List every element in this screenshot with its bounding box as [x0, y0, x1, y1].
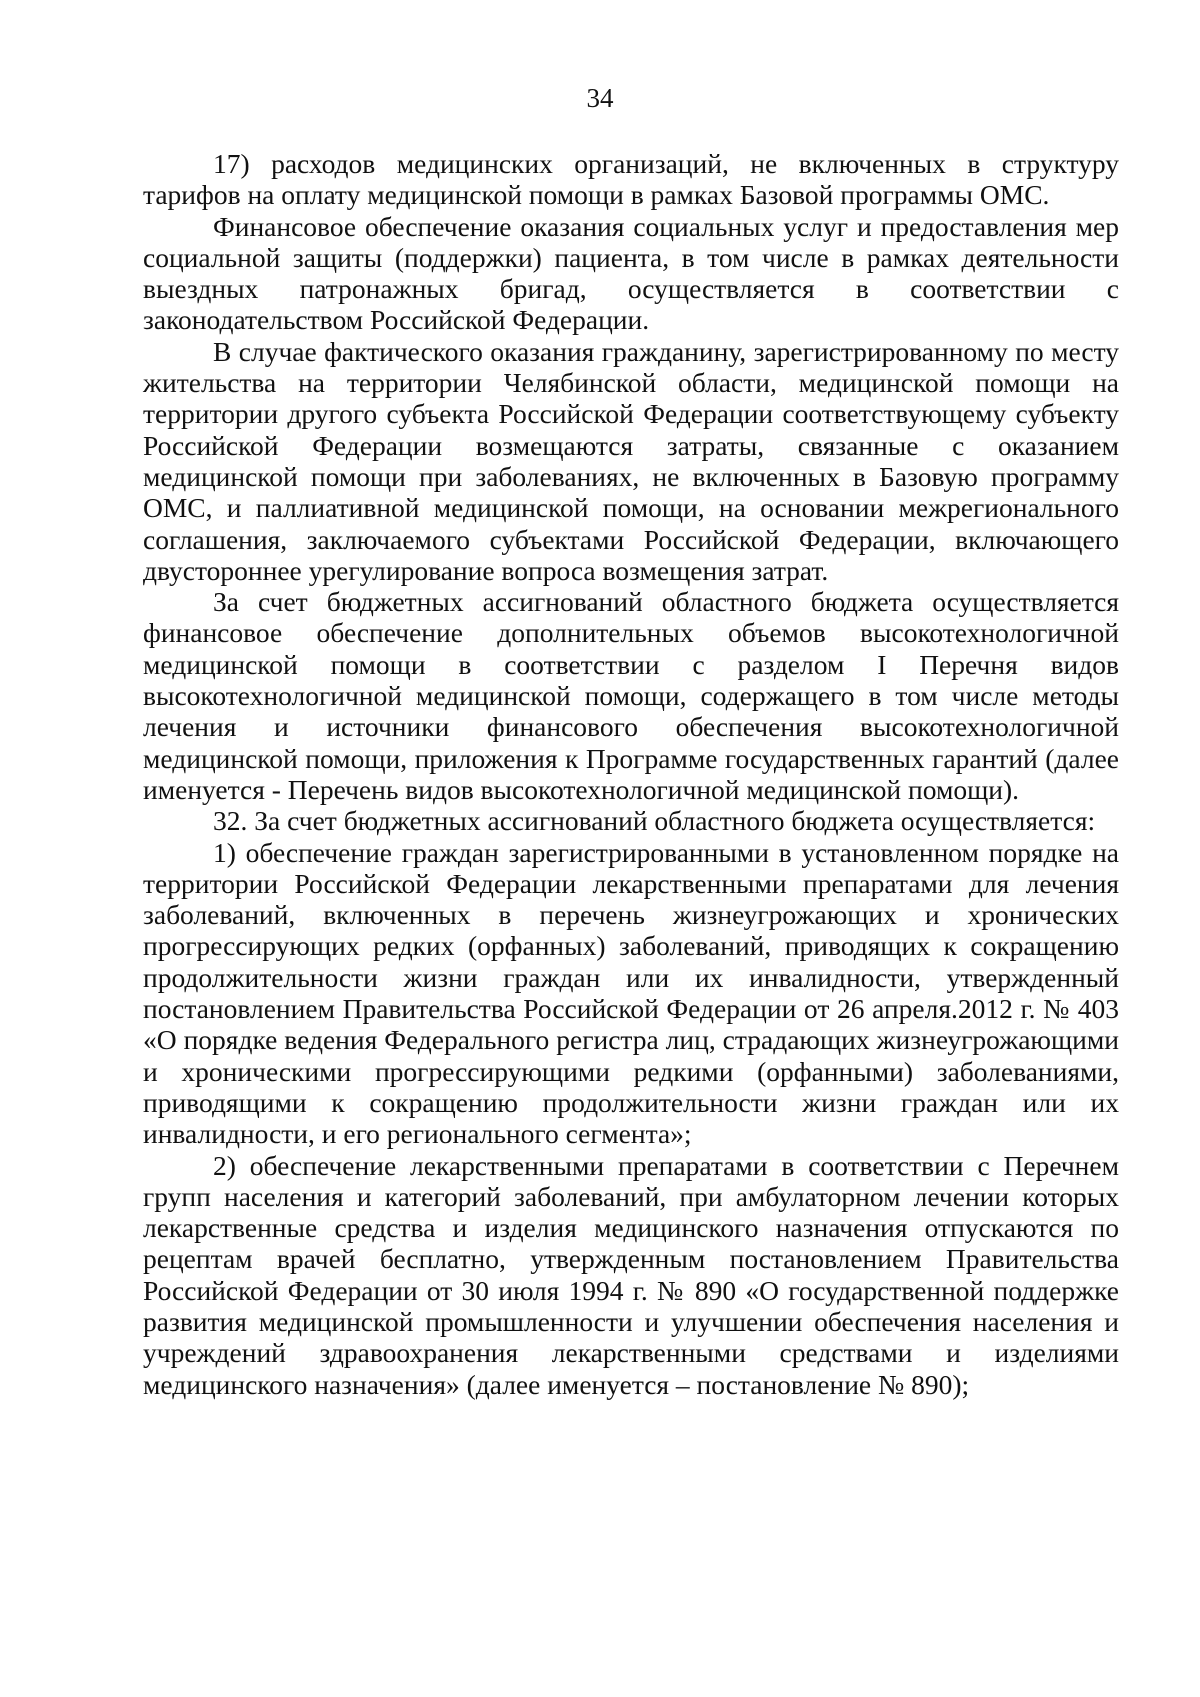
paragraph-item-1: 1) обеспечение граждан зарегистрированными в установленном порядке на территории Российской Федерации лекарственными препаратами для лечения заболеваний, включенных в перечень жизнеугрожающих и хронических прогрессирующих редких (орфанных) заболеваний, приводящих к сокращению продолжительности жизни граждан или их инвалидности, утвержденный постановлением Правительства Российской Федерации от 26 апреля.2012 г. № 403 «О порядке ведения Федерального регистра лиц, страдающих жизнеугрожающими и хроническими прогрессирующими редкими (орфанными) заболеваниями, приводящими к сокращению продолжительности жизни граждан или их инвалидности, и его регионального сегмента»;	[143, 836, 1119, 1150]
paragraph-social-services-funding: Финансовое обеспечение оказания социальных услуг и предоставления мер социальной защиты (поддержки) пациента, в том числе в рамках деятельности выездных патронажных бригад, осуществляется в соответствии с законодательством Российской Федерации.	[143, 210, 1119, 336]
paragraph-interregional-reimbursement: В случае фактического оказания гражданину, зарегистрированному по месту жительства на территории Челябинской области, медицинской помощи на территории другого субъекта Российской Федерации соответствующему субъекту Российской Федерации возмещаются затраты, связанные с оказанием медицинской помощи при заболеваниях, не включенных в Базовую программу ОМС, и паллиативной медицинской помощи, на основании межрегионального соглашения, заключаемого субъектами Российской Федерации, включающего двустороннее урегулирование вопроса возмещения затрат.	[143, 335, 1119, 586]
page-number: 34	[586, 83, 614, 113]
document-body	[143, 148, 1119, 1400]
paragraph-high-tech-care-funding: За счет бюджетных ассигнований областного бюджета осуществляется финансовое обеспечение дополнительных объемов высокотехнологичной медицинской помощи в соответствии с разделом I Перечня видов высокотехнологичной медицинской помощи, содержащего в том числе методы лечения и источники финансового обеспечения высокотехнологичной медицинской помощи, приложения к Программе государственных гарантий (далее именуется - Перечень видов высокотехнологичной медицинской помощи).	[143, 586, 1119, 805]
paragraph-section-32: 32. За счет бюджетных ассигнований областного бюджета осуществляется:	[213, 805, 1096, 837]
paragraph-item-17: 17) расходов медицинских организаций, не включенных в структуру тарифов на оплату медицинской помощи в рамках Базовой программы ОМС.	[143, 148, 1119, 211]
paragraph-item-2: 2) обеспечение лекарственными препаратами в соответствии с Перечнем групп населения и категорий заболеваний, при амбулаторном лечении которых лекарственные средства и изделия медицинского назначения отпускаются по рецептам врачей бесплатно, утвержденным постановлением Правительства Российской Федерации от 30 июля 1994 г. № 890 «О государственной поддержке развития медицинской промышленности и улучшении обеспечения населения и учреждений здравоохранения лекарственными средствами и изделиями медицинского назначения» (далее именуется – постановление № 890);	[143, 1149, 1119, 1400]
